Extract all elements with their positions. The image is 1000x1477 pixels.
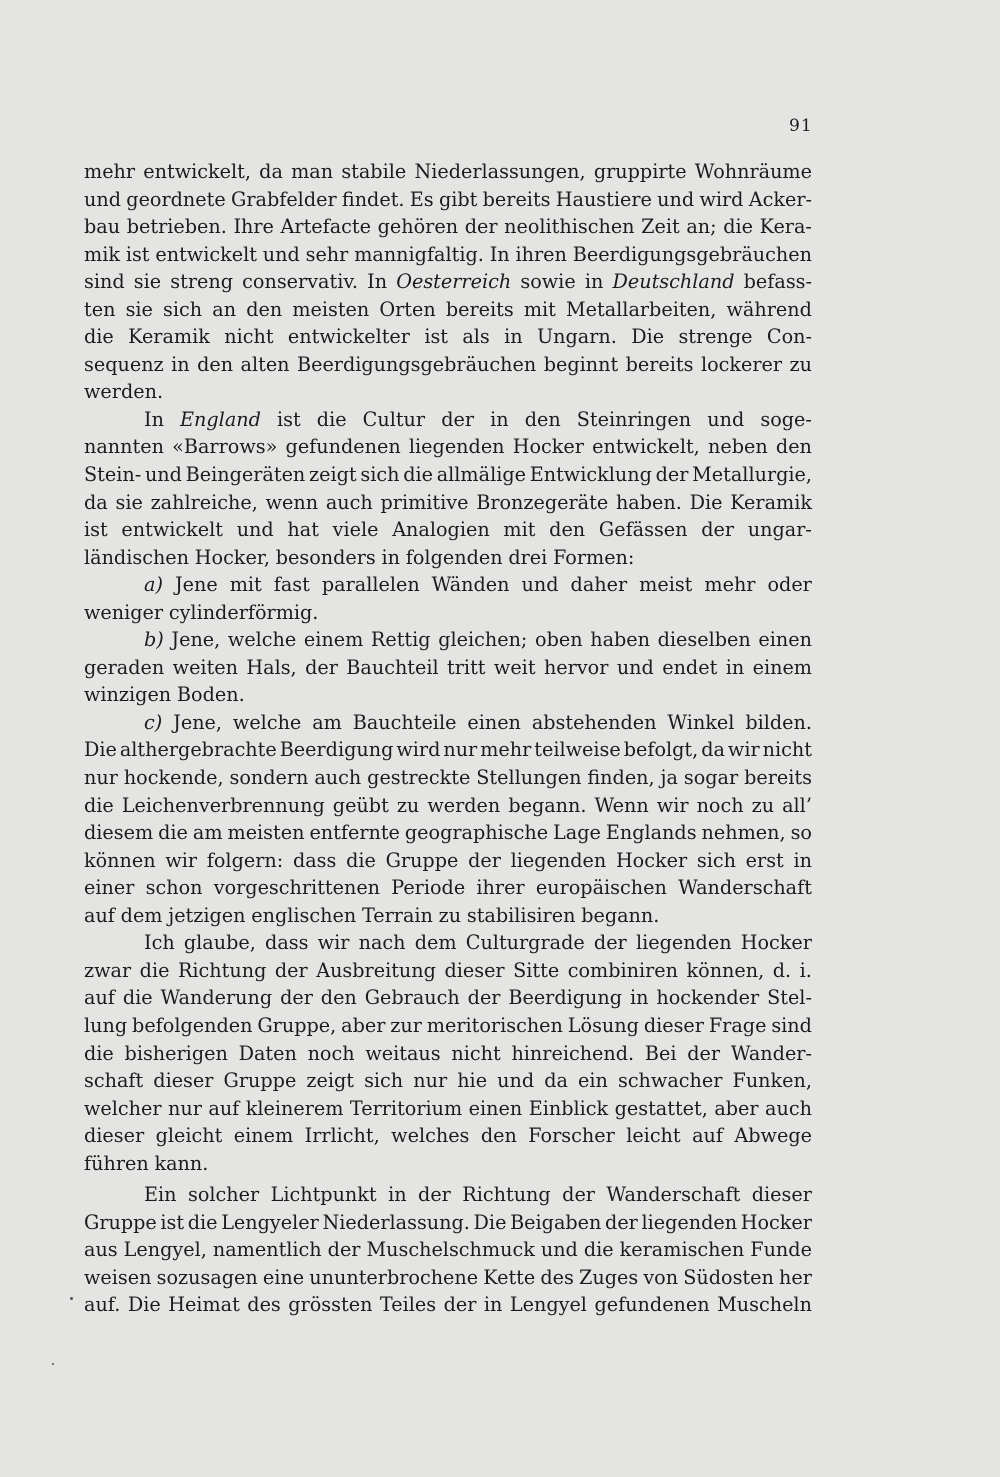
text-line: diesem die am meisten entfernte geographische Lage Englands nehmen, so <box>84 821 812 845</box>
text-line: da sie zahlreiche, wenn auch primitive Bronzegeräte haben. Die Keramik <box>84 490 812 514</box>
text-line: dieser gleicht einem Irrlicht, welches den Forscher leicht auf Abwege <box>84 1124 812 1148</box>
text-line: lung befolgenden Gruppe, aber zur meritorischen Lösung dieser Frage sind <box>84 1013 812 1037</box>
text-line: Ich glaube, dass wir nach dem Culturgrade der liegenden Hocker <box>144 931 812 955</box>
text-line: zwar die Richtung der Ausbreitung dieser Sitte combiniren können, d. i. <box>84 958 812 982</box>
text-line: sind sie streng conservativ. In Oesterreich sowie in Deutschland befass- <box>84 270 812 294</box>
text-line: sequenz in den alten Beerdigungsgebräuchen beginnt bereits lockerer zu <box>84 352 812 376</box>
text-line: führen kann. <box>84 1151 209 1175</box>
text-line: welcher nur auf kleinerem Territorium einen Einblick gestattet, aber auch <box>84 1096 812 1120</box>
text-line: können wir folgern: dass die Gruppe der liegenden Hocker sich erst in <box>84 848 812 872</box>
print-speck <box>70 1297 73 1300</box>
body-text <box>84 158 812 1319</box>
text-line: aus Lengyel, namentlich der Muschelschmuck und die keramischen Funde <box>84 1238 812 1262</box>
text-line: nannten «Barrows» gefundenen liegenden Hocker entwickelt, neben den <box>84 435 812 459</box>
text-line: mehr entwickelt, da man stabile Niederlassungen, gruppirte Wohnräume <box>84 160 812 183</box>
text-line: Ein solcher Lichtpunkt in der Richtung der Wanderschaft dieser <box>144 1183 812 1207</box>
text-line: Die althergebrachte Beerdigung wird nur mehr teilweise befolgt, da wir nicht <box>84 738 812 762</box>
text-line: mik ist entwickelt und sehr mannigfaltig. In ihren Beerdigungsgebräuchen <box>84 242 812 266</box>
page-number: 91 <box>789 116 813 136</box>
text-line: auf dem jetzigen englischen Terrain zu stabilisiren begann. <box>84 903 660 927</box>
text-line: weisen sozusagen eine ununterbrochene Kette des Zuges von Südosten her <box>84 1265 812 1289</box>
text-line: werden. <box>84 380 164 404</box>
text-line: In England ist die Cultur der in den Steinringen und soge- <box>144 407 812 431</box>
text-line: bau betrieben. Ihre Artefacte gehören der neolithischen Zeit an; die Kera- <box>84 215 812 239</box>
text-line: Stein- und Beingeräten zeigt sich die allmälige Entwicklung der Metallurgie, <box>84 463 812 487</box>
text-line: ist entwickelt und hat viele Analogien mit den Gefässen der ungar- <box>84 518 812 542</box>
text-line: einer schon vorgeschrittenen Periode ihrer europäischen Wanderschaft <box>84 876 812 900</box>
text-line: Gruppe ist die Lengyeler Niederlassung. Die Beigaben der liegenden Hocker <box>84 1210 812 1234</box>
text-line: auf die Wanderung der den Gebrauch der Beerdigung in hockender Stel- <box>84 986 812 1010</box>
text-line: und geordnete Grabfelder findet. Es gibt bereits Haustiere und wird Acker- <box>84 187 812 211</box>
text-line: nur hockende, sondern auch gestreckte Stellungen finden, ja sogar bereits <box>84 766 812 790</box>
text-line: weniger cylinderförmig. <box>84 600 319 624</box>
text-line: schaft dieser Gruppe zeigt sich nur hie und da ein schwacher Funken, <box>84 1069 812 1093</box>
text-line: auf. Die Heimat des grössten Teiles der in Lengyel gefundenen Muscheln <box>84 1293 812 1317</box>
print-speck <box>52 1363 54 1365</box>
text-line: geraden weiten Hals, der Bauchteil tritt weit hervor und endet in einem <box>84 655 812 679</box>
text-line: c) Jene, welche am Bauchteile einen abstehenden Winkel bilden. <box>144 710 812 734</box>
text-line: die Keramik nicht entwickelter ist als in Ungarn. Die strenge Con- <box>84 325 812 349</box>
text-line: a) Jene mit fast parallelen Wänden und daher meist mehr oder <box>144 573 812 597</box>
text-line: ten sie sich an den meisten Orten bereits mit Metallarbeiten, während <box>84 297 812 321</box>
text-line: b) Jene, welche einem Rettig gleichen; oben haben dieselben einen <box>144 628 812 652</box>
text-line: die bisherigen Daten noch weitaus nicht hinreichend. Bei der Wander- <box>84 1041 812 1065</box>
text-line: winzigen Boden. <box>84 683 245 707</box>
text-line: die Leichenverbrennung geübt zu werden begann. Wenn wir noch zu all’ <box>84 793 812 817</box>
text-line: ländischen Hocker, besonders in folgenden drei Formen: <box>84 545 635 569</box>
